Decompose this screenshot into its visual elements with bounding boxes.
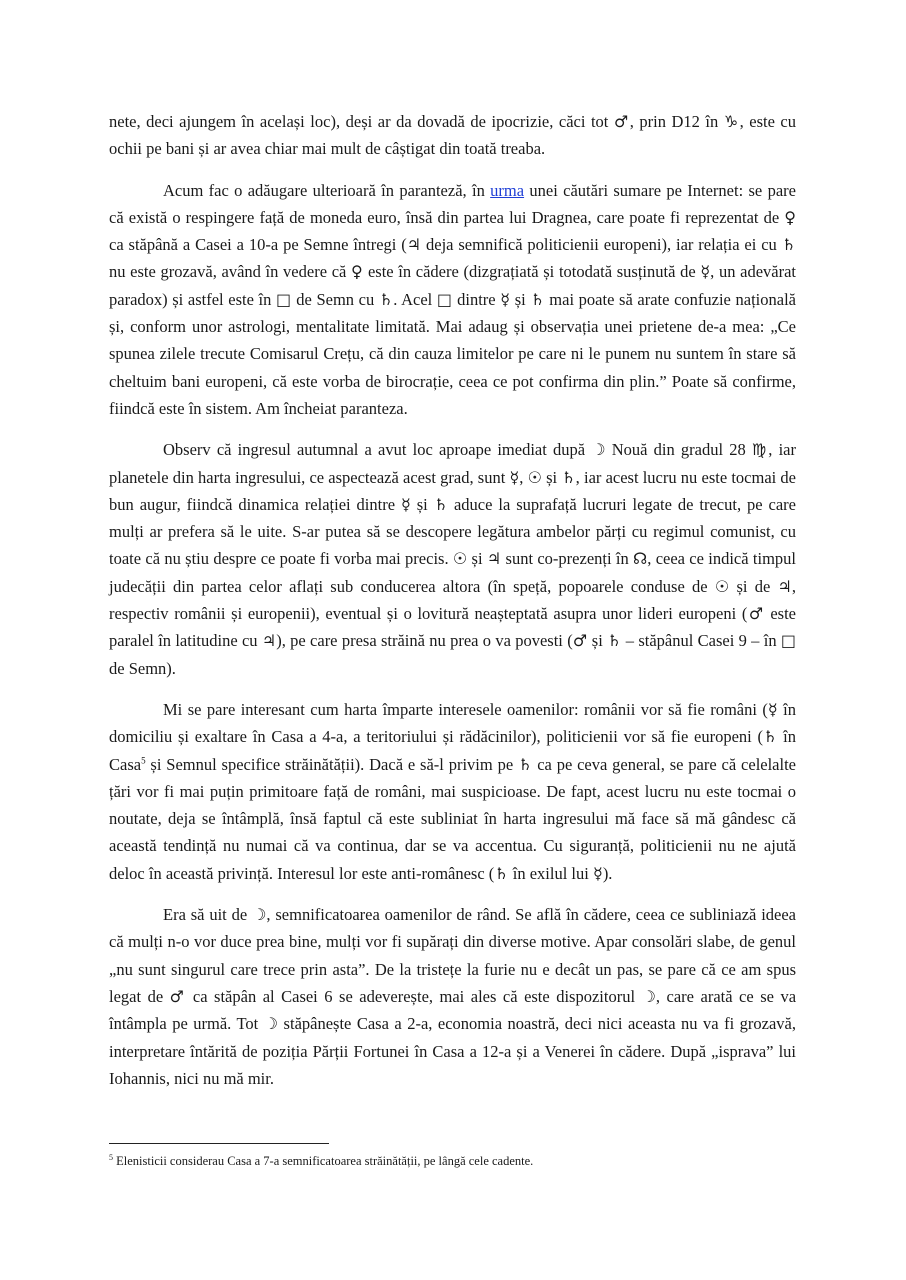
footnote-number: 5 [109,1152,113,1162]
mercury-icon: ☿ [500,289,511,309]
sun-icon: ☉ [452,549,468,569]
text: în exilul lui [508,863,593,883]
text: este paralel în latitudine cu [109,604,797,651]
text: Mi se pare interesant cum harta împarte interesele oamenilor: românii vor să fie români ( [163,699,768,719]
moon-icon: ☽ [641,986,656,1006]
text: – stăpânul Casei 9 – în [621,631,781,651]
document-body [109,108,796,1106]
mercury-icon: ☿ [592,863,603,883]
text: de Semn cu [291,289,379,309]
text: nu este grozavă, având în vedere că [109,262,352,282]
virgo-icon: ♍ [751,440,769,460]
text: , care arată ce se va întâmpla pe urmă. Tot [109,986,797,1034]
text: ). [602,863,613,883]
text: nete, deci ajungem în același loc), deși ar da dovadă de ipocrizie, căci tot [109,112,614,131]
text: și Semnul specifice străinătății). Dacă e să-l privim pe [145,754,518,774]
saturn-icon: ♄ [433,494,449,514]
text: . Acel [393,289,437,309]
text: de Semn). [109,658,176,678]
text: stăpânește Casa a 2-a, economia noastră, deci nici aceasta nu va fi grozavă, interpretare întărită de poziția Părții Fortunei în Casa a 12-a și a Venerei în cădere. După „isprava” lui Iohannis, nici nu mă mir. [109,1014,796,1088]
text: Acum fac o adăugare ulterioară în paranteză, în [163,180,491,200]
mars-icon: ♂ [572,631,588,651]
footnote-text: Elenisticii considerau Casa a 7-a semnificatoarea străinătății, pe lângă cele cadente. [113,1154,534,1168]
paragraph-1 [109,108,796,163]
capricorn-icon: ♑ [723,112,740,131]
text: și [587,631,608,651]
mercury-icon: ☿ [400,494,411,514]
mars-icon: ♂ [613,112,630,131]
mars-icon: ♂ [169,986,187,1006]
text: , este cu ochii pe bani și ar avea chiar mai mult de câștigat din toată treaba. [109,112,797,159]
text: , semnificatoarea oamenilor de rând. Se află în cădere, ceea ce subliniază ideea că mulți n-o vor duce prea bine, mulți vor fi supărați din diverse motive. Apar consolări slabe, de genul „nu sunt singurul care trece prin asta”. De la tristețe la furie nu e decât un pas, se pare că ce am spus legat de [109,905,796,1006]
moon-icon: ☽ [263,1014,279,1034]
north-node-icon: ☊ [633,549,648,569]
text: , ceea ce indică timpul judecății din partea celor aflați sub conducerea altora (în speță, popoarele conduse de [109,549,796,596]
mercury-icon: ☿ [700,262,711,282]
sun-icon: ☉ [714,576,730,596]
footnote-reference[interactable]: 5 [141,755,146,766]
footnote-divider [109,1143,329,1144]
square-aspect-icon: □ [436,289,453,309]
text: , [519,467,528,487]
saturn-icon: ♄ [518,754,533,774]
saturn-icon: ♄ [607,631,622,651]
text: unei căutări sumare pe Internet: se pare că există o respingere față de moneda euro, însă din partea lui Dragnea, care poate fi reprezentat de [109,180,796,227]
text: și [467,549,487,569]
saturn-icon: ♄ [763,727,778,747]
jupiter-icon: ♃ [406,235,422,255]
text: ca stăpână a Casei a 10-a pe Semne întregi ( [109,235,407,255]
jupiter-icon: ♃ [261,631,277,651]
text: dintre [452,289,501,309]
text: este în cădere (dizgrațiată și totodată susținută de [363,262,701,282]
jupiter-icon: ♃ [777,576,792,596]
saturn-icon: ♄ [561,467,576,487]
square-aspect-icon: □ [276,289,292,309]
text: Observ că ingresul autumnal a avut loc aproape imediat după [163,440,592,460]
moon-icon: ☽ [252,905,267,925]
text: ), pe care presa străină nu prea o va povesti ( [276,631,573,651]
text: , prin D12 în [629,112,724,131]
footnote [109,1152,796,1170]
paragraph-4 [109,696,796,887]
moon-icon: ☽ [591,440,606,460]
venus-icon: ♀ [351,262,364,282]
text: , iar planetele din harta ingresului, ce aspectează acest grad, sunt [109,440,796,487]
mars-icon: ♂ [747,604,765,624]
sun-icon: ☉ [527,467,542,487]
text: în domiciliu și exaltare în Casa a 4-a, a teritoriului și rădăcinilor), politicienii vor să fie europeni ( [109,699,796,747]
text: aduce la suprafață lucruri legate de trecut, pe care mulți ar prefera să le uite. S-ar putea să se descopere legătura ambelor părți cu regimul comunist, cu toate că nu știu despre ce poate fi vorba mai precis. [109,494,796,569]
saturn-icon: ♄ [530,289,545,309]
text: deja semnifică politicienii europeni), iar relația ei cu [421,235,782,255]
text: , un adevărat paradox) și astfel este în [109,262,797,309]
text: mai poate să arate confuzie națională și, conform unor astrologi, mentalitate limitată. Mai adaug și observația unei prietene de-a mea: „Ce spunea zilele trecute Comisarul Crețu, că din cauza limitelor pe care ni le punem nu suntem în stare să cheltuim bani europeni, că este vorba de birocrație, ceea ce pot confirma din plin.” Poate să confirme, fiindcă este în sistem. Am încheiat paranteza. [109,289,796,418]
text: și [510,289,531,309]
square-aspect-icon: □ [780,631,797,651]
mercury-icon: ☿ [767,699,778,719]
urma-link[interactable]: urma [490,180,525,200]
saturn-icon: ♄ [378,289,394,309]
paragraph-3 [109,436,796,682]
jupiter-icon: ♃ [486,549,502,569]
text: sunt co-prezenți în [501,549,634,569]
text: Era să uit de [163,905,253,925]
paragraph-5 [109,901,796,1092]
text: și de [729,576,778,596]
text: și [541,467,562,487]
paragraph-2 [109,177,796,423]
saturn-icon: ♄ [781,235,796,255]
text: și [410,494,434,514]
text: ca stăpân al Casei 6 se adeverește, mai ales că este dispozitorul [186,986,642,1006]
text: în Casa [109,727,796,774]
text: , respectiv românii și europenii), eventual și o lovitură neașteptată asupra unor lideri europeni ( [109,576,796,624]
text: Nouă din gradul 28 [605,440,752,460]
mercury-icon: ☿ [509,467,520,487]
text: , iar acest lucru nu este tocmai de bun augur, fiindcă dinamica relației dintre [109,467,796,514]
venus-icon: ♀ [784,207,796,227]
text: ca pe ceva general, se pare că celelalte țări vor fi mai puțin primitoare față de români, mai suspicioase. De fapt, acest lucru nu este tocmai o noutate, deja se întâmplă, însă faptul că este subliniat în harta ingresului mă face să mă gândesc că această tendință nu numai că va continua, dar se va accentua. Cu siguranță, politicienii nu ne ajută deloc în această privință. Interesul lor este anti-românesc ( [109,754,796,883]
saturn-icon: ♄ [494,863,509,883]
